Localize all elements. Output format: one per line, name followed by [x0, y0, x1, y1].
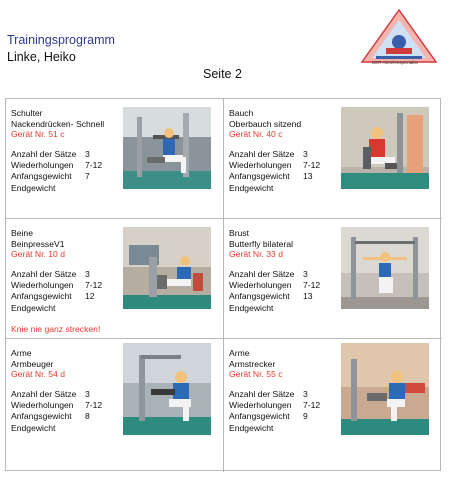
end-weight-label: Endgewicht	[229, 302, 274, 313]
exercise-params	[229, 269, 320, 314]
exercise-name: BeinpresseV1	[11, 238, 65, 249]
exercise-params	[229, 389, 320, 434]
exercise-params	[11, 149, 102, 194]
start-weight-label: Anfangsgewicht	[229, 171, 290, 182]
exercise-name: Armbeuger	[11, 358, 54, 369]
sets-label: Anzahl der Sätze	[11, 149, 77, 159]
exercise-group: Arme	[11, 348, 32, 358]
device-number: Gerät Nr. 55 c	[229, 369, 283, 379]
sets-label: Anzahl der Sätze	[229, 389, 295, 399]
exercise-group: Arme	[229, 348, 250, 358]
exercise-photo	[341, 227, 429, 309]
sets-value: 3	[85, 389, 90, 399]
sets-value: 3	[85, 269, 90, 279]
start-weight-value: 9	[303, 411, 308, 422]
exercise-group: Beine	[11, 228, 33, 238]
exercise-card	[6, 99, 224, 219]
exercise-card	[224, 219, 442, 339]
exercise-photo	[123, 107, 211, 189]
exercise-group: Schulter	[11, 108, 43, 118]
sets-value: 3	[85, 149, 90, 159]
exercise-card	[6, 219, 224, 339]
exercise-name: Armstrecker	[229, 358, 276, 369]
start-weight-label: Anfangsgewicht	[229, 411, 290, 422]
start-weight-value: 8	[85, 411, 90, 422]
exercise-text	[11, 348, 65, 380]
exercise-card	[224, 339, 442, 472]
sets-value: 3	[303, 149, 308, 159]
sets-label: Anzahl der Sätze	[11, 269, 77, 279]
reps-value: 7-12	[85, 280, 103, 291]
person-name: Linke, Heiko	[7, 50, 76, 64]
exercise-grid	[5, 98, 441, 471]
exercise-card	[224, 99, 442, 219]
end-weight-label: Endgewicht	[11, 182, 56, 193]
start-weight-value: 12	[85, 291, 95, 302]
exercise-group: Brust	[229, 228, 250, 238]
device-number: Gerät Nr. 54 d	[11, 369, 65, 379]
device-number: Gerät Nr. 33 d	[229, 249, 283, 259]
start-weight-value: 13	[303, 291, 313, 302]
exercise-params	[11, 269, 102, 314]
warning-note: Knie nie ganz strecken!	[11, 324, 101, 334]
sets-label: Anzahl der Sätze	[229, 149, 295, 159]
start-weight-label: Anfangsgewicht	[11, 291, 72, 302]
device-number: Gerät Nr. 40 c	[229, 129, 283, 139]
reps-value: 7-12	[85, 400, 103, 411]
page-number: Seite 2	[203, 67, 242, 81]
sets-label: Anzahl der Sätze	[229, 269, 295, 279]
sets-value: 3	[303, 269, 308, 279]
start-weight-value: 7	[85, 171, 90, 182]
end-weight-label: Endgewicht	[229, 422, 274, 433]
exercise-text	[229, 348, 283, 380]
exercise-text	[229, 228, 293, 260]
reps-value: 7-12	[85, 160, 103, 171]
reps-label: Wiederholungen	[229, 160, 292, 171]
end-weight-label: Endgewicht	[11, 422, 56, 433]
exercise-text	[11, 108, 104, 140]
reps-value: 7-12	[303, 160, 321, 171]
end-weight-label: Endgewicht	[229, 182, 274, 193]
exercise-photo	[341, 343, 429, 435]
start-weight-label: Anfangsgewicht	[11, 411, 72, 422]
exercise-text	[11, 228, 65, 260]
device-number: Gerät Nr. 51 c	[11, 129, 65, 139]
exercise-name: Nackendrücken- Schnell	[11, 118, 105, 129]
start-weight-label: Anfangsgewicht	[229, 291, 290, 302]
exercise-photo	[123, 227, 211, 309]
reps-value: 7-12	[303, 400, 321, 411]
exercise-name: Butterfly bilateral	[229, 238, 294, 249]
end-weight-label: Endgewicht	[11, 302, 56, 313]
reps-label: Wiederholungen	[229, 280, 292, 291]
exercise-text	[229, 108, 301, 140]
reps-label: Wiederholungen	[11, 160, 74, 171]
start-weight-label: Anfangsgewicht	[11, 171, 72, 182]
exercise-card	[6, 339, 224, 472]
exercise-name: Oberbauch sitzend	[229, 118, 302, 129]
reps-label: Wiederholungen	[229, 400, 292, 411]
sets-label: Anzahl der Sätze	[11, 389, 77, 399]
reps-label: Wiederholungen	[11, 280, 74, 291]
exercise-group: Bauch	[229, 108, 254, 118]
reps-label: Wiederholungen	[11, 400, 74, 411]
exercise-params	[229, 149, 320, 194]
exercise-photo	[341, 107, 429, 189]
brand-logo	[356, 6, 442, 68]
sets-value: 3	[303, 389, 308, 399]
exercise-params	[11, 389, 102, 434]
device-number: Gerät Nr. 10 d	[11, 249, 65, 259]
reps-value: 7-12	[303, 280, 321, 291]
logo-caption: DER Abnehmspezialist	[372, 60, 418, 65]
page-title: Trainingsprogramm	[7, 33, 115, 47]
start-weight-value: 13	[303, 171, 313, 182]
exercise-photo	[123, 343, 211, 435]
